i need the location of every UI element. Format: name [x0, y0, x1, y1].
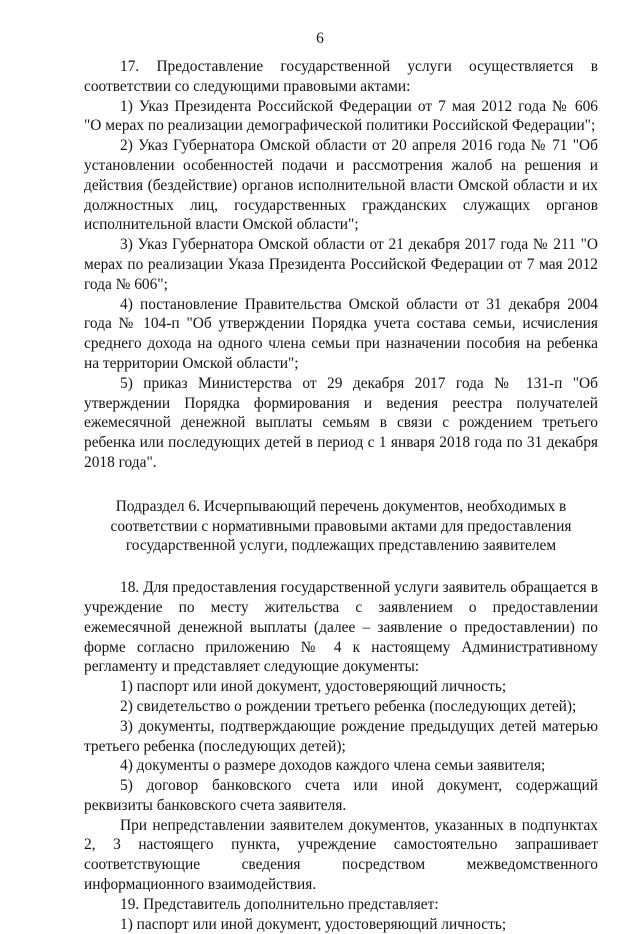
paragraph: соответствии со следующими правовыми актами:	[84, 77, 411, 95]
paragraph: 18. Для предоставления государственной услуги заявитель обращается в учреждение по месту жительства с заявлением о предоставлении ежемесячной денежной выплаты (далее – заявление о предоставлении) по форме согласно приложению № 4 к настоящему Административному регламенту и представляет следующие документы:	[84, 579, 598, 676]
paragraph: 1) Указ Президента Российской Федерации от 7 мая 2012 года № 606	[120, 97, 598, 115]
paragraph: 19. Представитель дополнительно представляет:	[120, 895, 439, 913]
paragraph: 1) паспорт или иной документ, удостоверяющий личность;	[120, 678, 507, 696]
paragraph: 2) свидетельство о рождении третьего ребенка (последующих детей);	[120, 697, 577, 715]
document-body	[84, 57, 598, 934]
paragraph: 2) Указ Губернатора Омской области от 20 апреля 2016 года № 71 "Об установлении особенностей подачи и рассмотрения жалоб на решения и действия (бездействие) органов исполнительной власти Омской области и их должностных лиц, государственных гражданских служащих органов исполнительной власти Омской области";	[84, 137, 598, 234]
page-number: 6	[316, 30, 324, 47]
paragraph: При непредставлении заявителем документов, указанных в подпунктах 2, 3 настоящего пункта, учреждение самостоятельно запрашивает соответствующие сведения посредством межведомственного информационного взаимодействия.	[84, 816, 598, 894]
paragraph: 4) постановление Правительства Омской области от 31 декабря 2004 года № 104-п "Об утверждении Порядка учета состава семьи, исчисления среднего дохода на одного члена семьи при назначении пособия на ребенка на территории Омской области";	[84, 295, 598, 372]
subsection-heading: Подраздел 6. Исчерпывающий перечень документов, необходимых в соответствии с нормативными правовыми актами для предоставления государственной услуги, подлежащих представлению заявителем	[110, 497, 572, 555]
paragraph: 1) паспорт или иной документ, удостоверяющий личность;	[120, 915, 507, 933]
paragraph: 5) договор банковского счета или иной документ, содержащий реквизиты банковского счета заявителя.	[84, 777, 598, 814]
paragraph: 5) приказ Министерства от 29 декабря 2017 года № 131-п "Об утверждении Порядка формирования и ведения реестра получателей ежемесячной денежной выплаты семьям в связи с рождением третьего ребенка или последующих детей в период с 1 января 2018 года по 31 декабря 2018 года".	[84, 374, 598, 471]
paragraph: 3) Указ Губернатора Омской области от 21 декабря 2017 года № 211 "О мерах по реализации Указа Президента Российской Федерации от 7 мая 2012 года № 606";	[84, 236, 598, 293]
paragraph: 3) документы, подтверждающие рождение предыдущих детей матерью третьего ребенка (последующих детей);	[84, 717, 598, 755]
paragraph: 4) документы о размере доходов каждого члена семьи заявителя;	[120, 757, 546, 775]
paragraph: 17. Предоставление государственной услуги осуществляется в	[120, 58, 598, 75]
paragraph: "О мерах по реализации демографической политики Российской Федерации";	[84, 117, 596, 135]
